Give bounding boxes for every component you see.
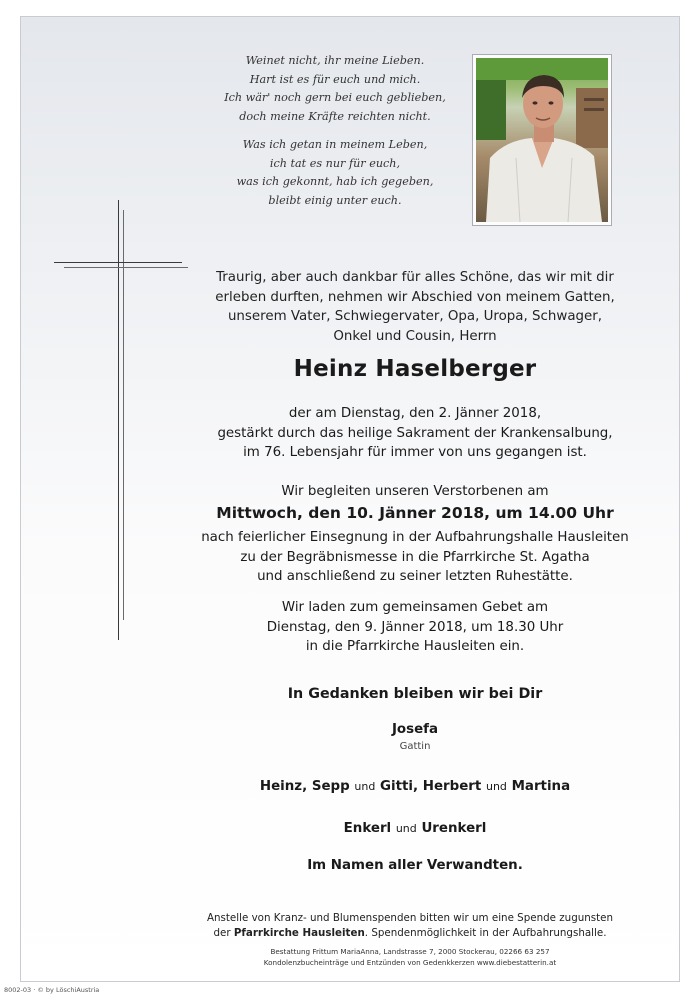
relatives-line: Im Namen aller Verwandten. — [307, 858, 523, 873]
undertaker-line: Bestattung Frittum MariaAnna, Landstrasse 7, 2000 Stockerau, 02266 63 257 — [270, 947, 550, 956]
funeral-date: Mittwoch, den 10. Jänner 2018, um 14.00 Uhr — [216, 504, 614, 522]
death-line: der am Dienstag, den 2. Jänner 2018, — [288, 406, 542, 421]
cross-vertical-line-inner — [123, 210, 124, 620]
grandchildren-part: Enkerl — [343, 821, 392, 836]
poem-stanza-1 — [200, 52, 470, 126]
intro-line: Onkel und Cousin, Herrn — [333, 328, 497, 344]
cross-icon — [54, 200, 188, 640]
donation-line: Anstelle von Kranz- und Blumenspenden bitten wir um eine Spende zugunsten — [206, 912, 614, 924]
conjunction: und — [485, 780, 507, 793]
conjunction: und — [354, 780, 376, 793]
death-line: gestärkt durch das heilige Sakrament der Krankensalbung, — [217, 425, 613, 441]
poem — [200, 52, 470, 220]
funeral-line: und anschließend zu seiner letzten Ruhestätte. — [257, 569, 573, 584]
children-names-part: Gitti, Herbert — [380, 779, 482, 794]
prayer-text — [180, 598, 650, 657]
wife-role: Gattin — [399, 741, 431, 752]
poem-line: ich tat es nur für euch, — [269, 156, 401, 170]
poem-line: doch meine Kräfte reichten nicht. — [239, 109, 431, 123]
intro-line: erleben durften, nehmen wir Abschied von meinem Gatten, — [215, 289, 615, 305]
poem-line: Was ich getan in meinem Leben, — [242, 138, 428, 151]
portrait-frame — [472, 54, 612, 226]
intro-line: unserem Vater, Schwiegervater, Opa, Uropa, Schwager, — [227, 309, 603, 324]
donation-prefix: der — [213, 926, 231, 939]
wife-name: Josefa — [391, 722, 439, 737]
cross-vertical-line — [118, 200, 119, 640]
death-text — [180, 404, 650, 463]
poem-line: Ich wär' noch gern bei euch geblieben, — [224, 91, 446, 104]
deceased-name: Heinz Haselberger — [293, 356, 537, 382]
poem-line: Weinet nicht, ihr meine Lieben. — [245, 54, 425, 67]
poem-line: Hart ist es für euch und mich. — [249, 72, 421, 86]
death-line: im 76. Lebensjahr für immer von uns gegangen ist. — [243, 445, 587, 460]
prayer-line: in die Pfarrkirche Hausleiten ein. — [305, 639, 525, 654]
poem-line: was ich gekonnt, hab ich gegeben, — [236, 175, 434, 188]
intro-text — [180, 268, 650, 346]
grandchildren-part: Urenkerl — [421, 821, 487, 836]
portrait-photo — [476, 58, 608, 222]
print-code: 8002-03 · © by LöschiAustria — [4, 986, 100, 994]
children-names — [180, 779, 650, 794]
children-names-part: Heinz, Sepp — [259, 779, 350, 794]
undertaker-line: Kondolenzbucheinträge und Entzünden von Gedenkkerzen www.diebestatterin.at — [263, 958, 557, 967]
funeral-text — [180, 528, 650, 587]
funeral-line: zu der Begräbnismesse in die Pfarrkirche St. Agatha — [240, 549, 590, 565]
cross-horizontal-line-inner — [64, 267, 188, 268]
poem-stanza-2 — [200, 136, 470, 210]
donation-line-2 — [100, 926, 700, 941]
mourners-heading: In Gedanken bleiben wir bei Dir — [287, 686, 543, 702]
intro-line: Traurig, aber auch dankbar für alles Schöne, das wir mit dir — [216, 270, 614, 285]
poem-line: bleibt einig unter euch. — [268, 193, 402, 207]
cross-horizontal-line — [54, 262, 182, 263]
donation-note — [100, 911, 700, 940]
donation-recipient: Pfarrkirche Hausleiten — [233, 926, 365, 939]
prayer-line: Wir laden zum gemeinsamen Gebet am — [281, 600, 549, 615]
funeral-line: nach feierlicher Einsegnung in der Aufbahrungshalle Hausleiten — [201, 530, 629, 545]
children-names-part: Martina — [511, 779, 571, 794]
portrait-illustration — [476, 58, 608, 222]
grandchildren — [180, 821, 650, 836]
donation-suffix: . Spendenmöglichkeit in der Aufbahrungshalle. — [364, 926, 607, 939]
prayer-line: Dienstag, den 9. Jänner 2018, um 18.30 Uhr — [266, 619, 564, 635]
funeral-intro: Wir begleiten unseren Verstorbenen am — [281, 484, 549, 499]
undertaker-info — [100, 946, 700, 968]
conjunction: und — [395, 822, 417, 835]
